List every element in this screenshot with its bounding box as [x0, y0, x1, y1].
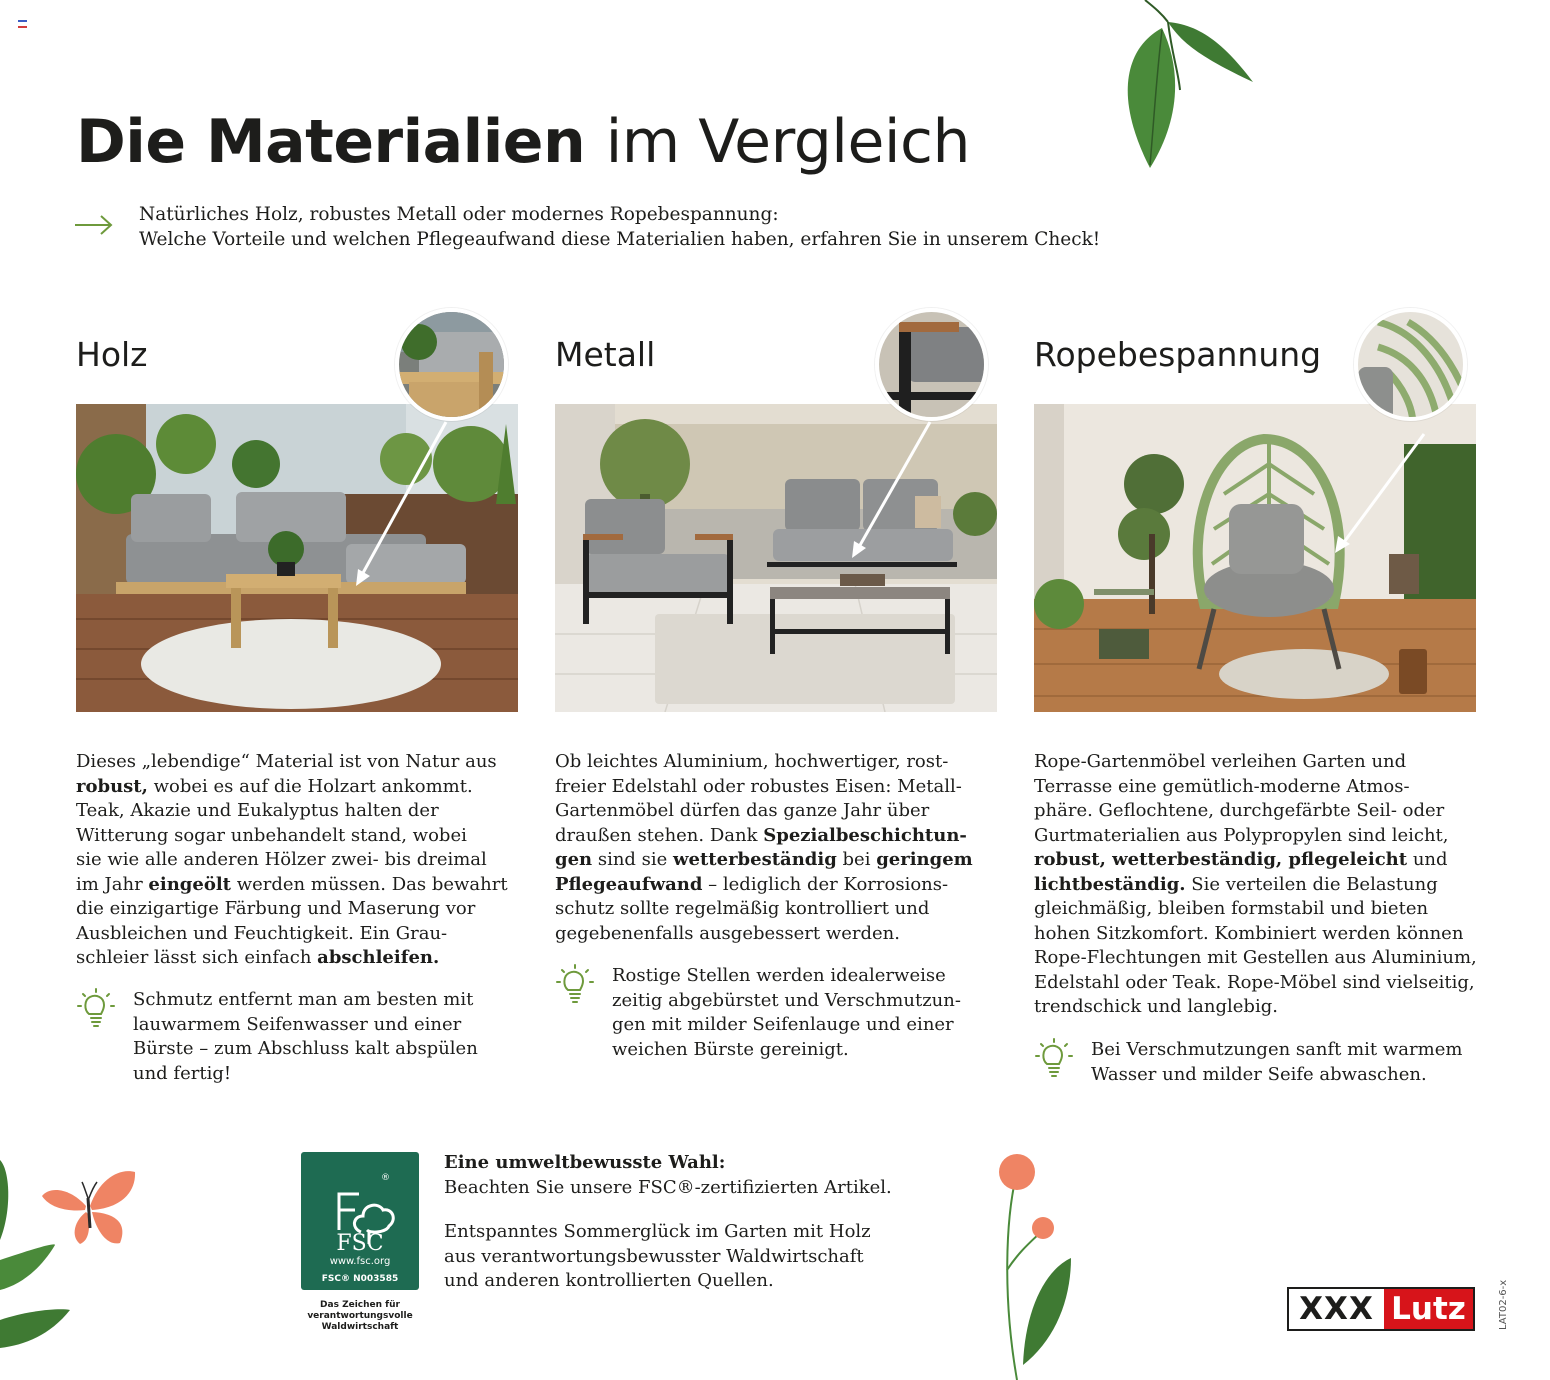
eco-paragraph-line: aus verantwortungsbewusster Waldwirtschaft	[444, 1245, 864, 1267]
text-run: Rope-Flechtungen mit Gestellen aus Aluminium,	[1034, 947, 1477, 968]
butterfly-icon	[40, 1168, 138, 1250]
bold-run: Spezialbeschichtun-	[763, 824, 967, 846]
description-line	[1034, 799, 1484, 824]
text-run: im Jahr	[76, 873, 149, 895]
description-line	[1034, 995, 1484, 1020]
fsc-caption-line: verantwortungsvolle	[307, 1311, 413, 1321]
description-line	[76, 799, 526, 824]
bold-run: robust, wetterbeständig, pflegeleicht	[1034, 849, 1408, 870]
text-run: Gurtmaterialien aus Polypropylen sind leicht,	[1034, 824, 1449, 846]
flower-icon	[985, 1150, 1080, 1380]
bold-run: robust,	[76, 775, 148, 797]
text-run: Terrasse eine gemütlich-moderne Atmos-	[1034, 775, 1410, 797]
eco-paragraph-line: Entspanntes Sommerglück im Garten mit Holz	[444, 1221, 871, 1242]
tip-line: Rostige Stellen werden idealerweise	[612, 965, 946, 986]
description-line	[76, 775, 526, 800]
bold-run: geringem	[876, 849, 973, 870]
column-heading: Metall	[555, 335, 656, 374]
description-line	[1034, 946, 1484, 971]
text-run: bei	[836, 849, 877, 870]
description-line	[76, 750, 526, 775]
lightbulb-icon	[76, 988, 116, 1032]
text-run: hohen Sitzkomfort. Kombiniert werden können	[1034, 922, 1464, 944]
print-code: LAT02-6-x	[1498, 1279, 1509, 1330]
description-line	[555, 873, 1005, 898]
tip-line: zeitig abgebürstet und Verschmutzun-	[612, 989, 961, 1011]
description-line	[1034, 775, 1484, 800]
text-run: sie wie alle anderen Hölzer zwei- bis dreimal	[76, 849, 487, 870]
fsc-license: FSC® N003585	[321, 1274, 399, 1284]
fsc-logo	[301, 1152, 419, 1290]
text-run: Rope-Gartenmöbel verleihen Garten und	[1034, 751, 1407, 772]
bold-run: abschleifen.	[317, 947, 440, 968]
rope-detail-zoom	[1354, 308, 1467, 421]
text-run: Sie verteilen die Belastung	[1185, 873, 1438, 895]
tip-text	[612, 964, 961, 1062]
description-line	[76, 824, 526, 849]
metall-lounge-photo	[555, 404, 997, 712]
fsc-logo-text: FSC	[336, 1231, 384, 1256]
text-run: Witterung sogar unbehandelt stand, wobei	[76, 824, 467, 846]
bold-run: wetterbeständig	[673, 849, 837, 870]
holz-description	[76, 750, 526, 971]
description-line	[76, 873, 526, 898]
language-flag-icon[interactable]	[18, 20, 27, 27]
description-line	[1034, 848, 1484, 873]
text-run: – lediglich der Korrosions-	[702, 873, 949, 895]
text-run: sind sie	[592, 849, 674, 870]
text-run: die einzigartige Färbung und Maserung vor	[76, 898, 476, 919]
tip-line: Bürste – zum Abschluss kalt abspülen	[133, 1038, 478, 1059]
bold-run: lichtbeständig.	[1034, 873, 1186, 895]
text-run: schleier lässt sich einfach	[76, 947, 318, 968]
eco-paragraph-line: und anderen kontrollierten Quellen.	[444, 1270, 774, 1291]
bold-run: eingeölt	[148, 873, 231, 895]
text-run: wobei es auf die Holzart ankommt.	[147, 775, 473, 797]
bold-run: gen	[555, 849, 593, 870]
arrow-right-icon	[74, 212, 114, 238]
rope-description	[1034, 750, 1484, 1020]
text-run: gegebenenfalls ausgebessert werden.	[555, 922, 900, 944]
fsc-url: www.fsc.org	[329, 1256, 391, 1267]
fsc-caption-line: Das Zeichen für	[320, 1300, 400, 1310]
text-run: Edelstahl oder Teak. Rope-Möbel sind vielseitig,	[1034, 971, 1475, 993]
svg-text:®: ®	[381, 1173, 390, 1183]
tip-line: Wasser und milder Seife abwaschen.	[1091, 1063, 1427, 1085]
description-line	[1034, 897, 1484, 922]
eco-title: Eine umweltbewusste Wahl:	[444, 1152, 726, 1173]
description-line	[1034, 873, 1484, 898]
text-run: Ausbleichen und Feuchtigkeit. Ein Grau-	[76, 922, 448, 944]
text-run: freier Edelstahl oder robustes Eisen: Metall-	[555, 775, 962, 797]
intro-line: Natürliches Holz, robustes Metall oder modernes Ropebespannung:	[139, 204, 779, 225]
bold-run: Pflegeaufwand	[555, 873, 703, 895]
tip-line: weichen Bürste gereinigt.	[612, 1038, 849, 1060]
description-line	[76, 946, 526, 971]
description-line	[76, 897, 526, 922]
text-run: Dieses „lebendige“ Material ist von Natur aus	[76, 751, 497, 772]
lightbulb-icon	[1034, 1038, 1074, 1082]
text-run: draußen stehen. Dank	[555, 824, 764, 846]
tip-line: Schmutz entfernt man am besten mit	[133, 989, 474, 1010]
column-heading: Holz	[76, 335, 148, 374]
xxxlutz-logo[interactable]	[1287, 1287, 1475, 1331]
description-line	[76, 848, 526, 873]
description-line	[555, 824, 1005, 849]
text-run: werden müssen. Das bewahrt	[231, 873, 508, 895]
fsc-caption-line: Waldwirtschaft	[321, 1322, 399, 1332]
metall-detail-zoom	[875, 308, 988, 421]
description-line	[1034, 971, 1484, 996]
holz-lounge-photo	[76, 404, 518, 712]
intro-text	[139, 202, 1100, 252]
tip-line: Bei Verschmutzungen sanft mit warmem	[1091, 1039, 1463, 1060]
description-line	[76, 922, 526, 947]
description-line	[555, 848, 1005, 873]
description-line	[555, 897, 1005, 922]
leaf-icon	[1110, 0, 1260, 175]
text-run: Gartenmöbel dürfen das ganze Jahr über	[555, 800, 930, 821]
rope-chair-photo	[1034, 404, 1476, 712]
tip-text	[1091, 1038, 1462, 1087]
page-title	[76, 104, 970, 180]
title-bold: Die Materialien	[76, 107, 586, 177]
description-line	[555, 799, 1005, 824]
intro-line: Welche Vorteile und welchen Pflegeaufwand diese Materialien haben, erfahren Sie in unserem Check!	[139, 229, 1101, 250]
description-line	[1034, 922, 1484, 947]
text-run: trendschick und langlebig.	[1034, 996, 1278, 1017]
lightbulb-icon	[555, 964, 595, 1008]
tip-line: gen mit milder Seifenlauge und einer	[612, 1014, 954, 1035]
eco-line: Beachten Sie unsere FSC®-zertifizierten Artikel.	[444, 1176, 892, 1198]
tip-line: und fertig!	[133, 1062, 232, 1084]
tip-line: lauwarmem Seifenwasser und einer	[133, 1013, 462, 1035]
tip-text	[133, 988, 478, 1086]
title-regular: im Vergleich	[605, 107, 971, 177]
text-run: Ob leichtes Aluminium, hochwertiger, rost-	[555, 751, 949, 772]
description-line	[1034, 824, 1484, 849]
description-line	[555, 922, 1005, 947]
metall-description	[555, 750, 1005, 946]
logo-lutz: Lutz	[1384, 1289, 1473, 1329]
logo-xxx: XXX	[1299, 1291, 1374, 1327]
text-run: Teak, Akazie und Eukalyptus halten der	[76, 800, 439, 821]
text-run: gleichmäßig, bleiben formstabil und bieten	[1034, 898, 1429, 919]
eco-info	[444, 1151, 892, 1294]
text-run: phäre. Geflochtene, durchgefärbte Seil- oder	[1034, 800, 1445, 821]
description-line	[1034, 750, 1484, 775]
text-run: schutz sollte regelmäßig kontrolliert und	[555, 898, 930, 919]
holz-detail-zoom	[395, 308, 508, 421]
column-heading: Ropebespannung	[1034, 335, 1322, 374]
description-line	[555, 750, 1005, 775]
text-run: und	[1407, 849, 1448, 870]
fsc-caption	[296, 1300, 424, 1333]
description-line	[555, 775, 1005, 800]
